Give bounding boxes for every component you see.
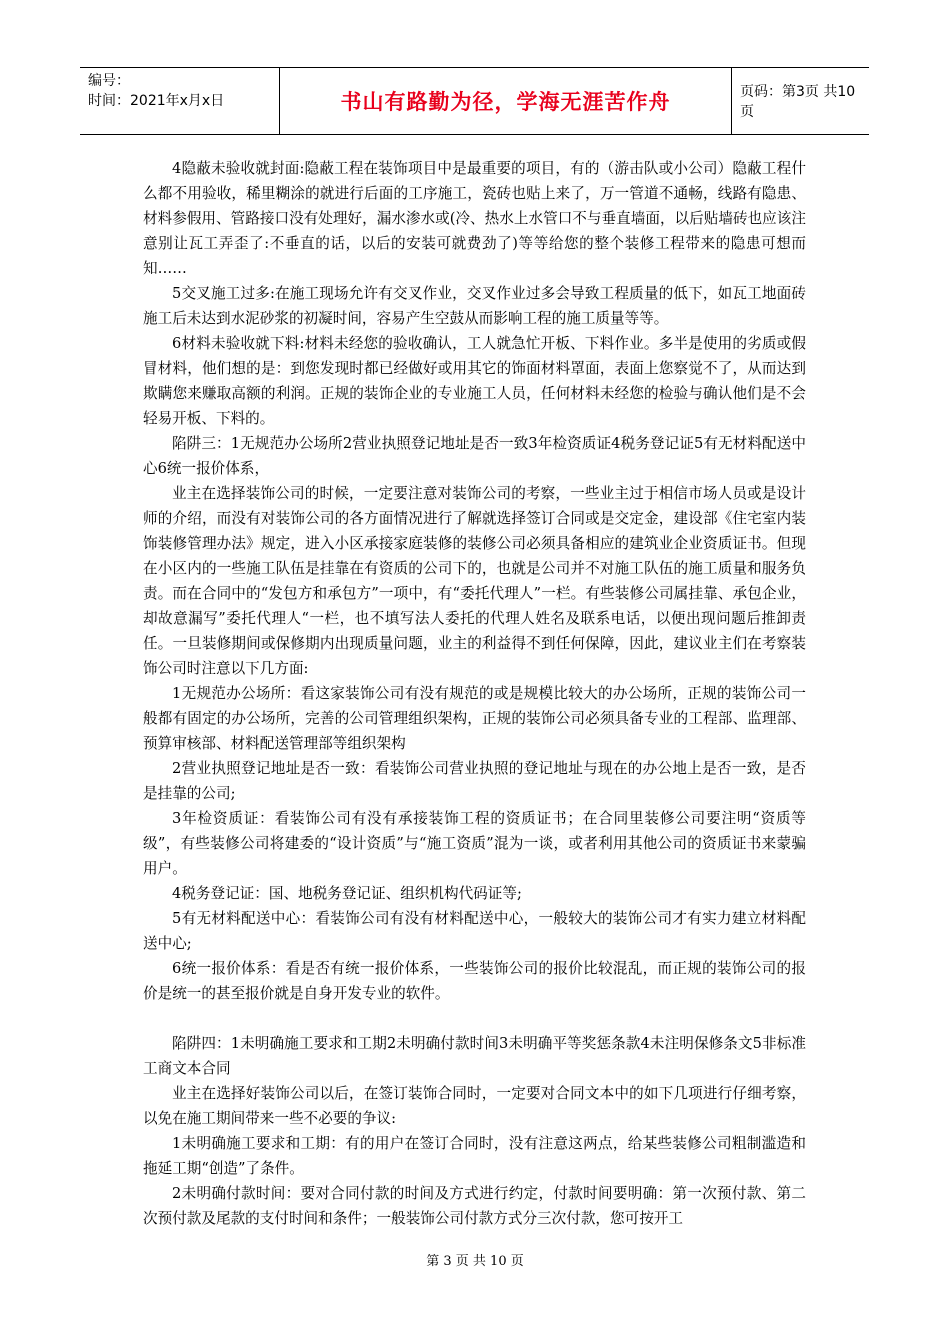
header-meta bbox=[80, 68, 280, 134]
paragraph: 4税务登记证：国、地税务登记证、组织机构代码证等; bbox=[172, 885, 522, 902]
paragraph: 业主在选择装饰公司的时候，一定要注意对装饰公司的考察，一些业主过于相信市场人员或是设计师的介绍，而没有对装饰公司的各方面情况进行了解就选择签订合同或是交定金，建设部《住宅室内装饰装修管理办法》规定，进入小区承接家庭装修的装修公司必须具备相应的建筑业企业资质证书。但现在小区内的一些施工队伍是挂靠在有资质的公司下的，也就是公司并不对施工队伍的施工质量和服务负责。而在合同中的“发包方和承包方”一项中，有“委托代理人”一栏。有些装修公司属挂靠、承包企业，却故意漏写”委托代理人“一栏，也不填写法人委托的代理人姓名及联系电话，以便出现问题后推卸责任。一旦装修期间或保修期内出现质量问题，业主的利益得不到任何保障，因此，建议业主们在考察装饰公司时注意以下几方面: bbox=[143, 485, 806, 677]
paragraph: 5有无材料配送中心：看装饰公司有没有材料配送中心，一般较大的装饰公司才有实力建立材料配送中心; bbox=[143, 910, 806, 952]
paragraph: 6统一报价体系：看是否有统一报价体系，一些装饰公司的报价比较混乱，而正规的装饰公司的报价是统一的甚至报价就是自身开发专业的软件。 bbox=[143, 960, 806, 1002]
header-page-label: 页码：第3页 共10页 bbox=[740, 84, 856, 120]
page-header bbox=[80, 67, 869, 135]
paragraph: 1未明确施工要求和工期：有的用户在签订合同时，没有注意这两点，给某些装修公司粗制滥造和拖延工期“创造”了条件。 bbox=[143, 1135, 806, 1177]
paragraph: 3年检资质证：看装饰公司有没有承接装饰工程的资质证书；在合同里装修公司要注明“资质等级”，有些装修公司将建委的“设计资质”与“施工资质”混为一谈，或者利用其他公司的资质证书来蒙骗用户。 bbox=[143, 810, 806, 877]
document-body bbox=[143, 156, 806, 1231]
paragraph: 2未明确付款时间：要对合同付款的时间及方式进行约定，付款时间要明确：第一次预付款、第二次预付款及尾款的支付时间和条件；一般装饰公司付款方式分三次付款，您可按开工 bbox=[143, 1185, 806, 1227]
paragraph: 4隐蔽未验收就封面:隐蔽工程在装饰项目中是最重要的项目，有的（游击队或小公司）隐蔽工程什么都不用验收，稀里糊涂的就进行后面的工序施工，瓷砖也贴上来了，万一管道不通畅，线路有隐患、材料参假用、管路接口没有处理好，漏水渗水或(冷、热水上水管口不与垂直墙面，以后贴墙砖也应该注意别让瓦工弄歪了:不垂直的话，以后的安装可就费劲了)等等给您的整个装修工程带来的隐患可想而知…… bbox=[143, 160, 806, 277]
paragraph: 陷阱四：1未明确施工要求和工期2未明确付款时间3未明确平等奖惩条款4未注明保修条文5非标准工商文本合同 bbox=[143, 1035, 806, 1077]
document-number-label: 编号： bbox=[88, 73, 130, 89]
paragraph: 2营业执照登记地址是否一致：看装饰公司营业执照的登记地址与现在的办公地上是否一致，是否是挂靠的公司; bbox=[143, 760, 806, 802]
header-motto: 书山有路勤为径，学海无涯苦作舟 bbox=[280, 68, 732, 134]
paragraph: 1无规范办公场所：看这家装饰公司有没有规范的或是规模比较大的办公场所，正规的装饰公司一般都有固定的办公场所，完善的公司管理组织架构，正规的装饰公司必须具备专业的工程部、监理部、预算审核部、材料配送管理部等组织架构 bbox=[143, 685, 806, 752]
paragraph: 业主在选择好装饰公司以后，在签订装饰合同时，一定要对合同文本中的如下几项进行仔细考察，以免在施工期间带来一些不必要的争议: bbox=[143, 1085, 806, 1127]
document-date-label: 时间：2021年x月x日 bbox=[88, 93, 225, 109]
paragraph: 5交叉施工过多:在施工现场允许有交叉作业，交叉作业过多会导致工程质量的低下，如瓦工地面砖施工后未达到水泥砂浆的初凝时间，容易产生空鼓从而影响工程的施工质量等等。 bbox=[143, 285, 806, 327]
page-footer: 第 3 页 共 10 页 bbox=[426, 1254, 524, 1269]
paragraph: 陷阱三：1无规范办公场所2营业执照登记地址是否一致3年检资质证4税务登记证5有无材料配送中心6统一报价体系， bbox=[143, 435, 806, 477]
paragraph: 6材料未验收就下料:材料未经您的验收确认，工人就急忙开板、下料作业。多半是使用的劣质或假冒材料，他们想的是：到您发现时都已经做好或用其它的饰面材料罩面，表面上您察觉不了，从而达到欺瞒您来赚取高额的利润。正规的装饰企业的专业施工人员，任何材料未经您的检验与确认他们是不会轻易开板、下料的。 bbox=[143, 335, 806, 427]
